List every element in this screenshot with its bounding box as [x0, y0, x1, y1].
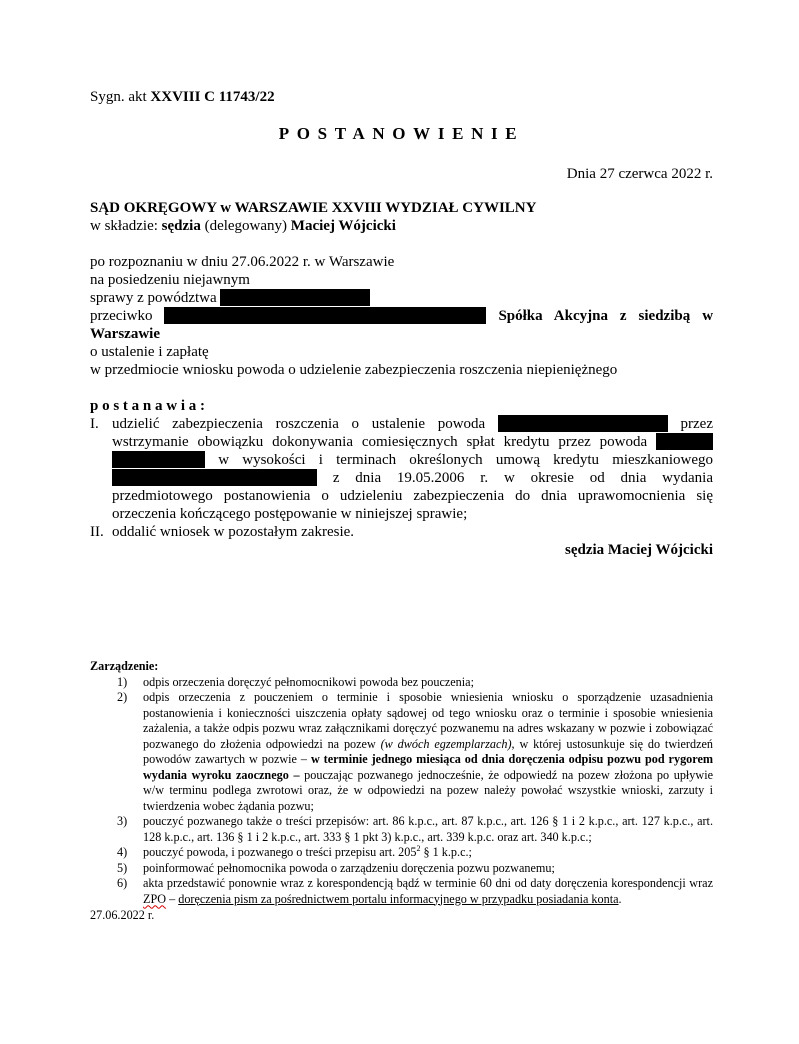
defendant-city: Warszawie	[90, 326, 160, 342]
redaction-bar	[498, 415, 668, 432]
order-item-2-text: pouczając pozwanego jednocześnie, że odpowiedź na pozew złożona po upływie w/w terminu podlega zwrotowi oraz, że w odpowiedzi na pozew należy powołać wszystkie wnioski, zarzuty i twierdzenia wobec żądania pozwu;	[143, 767, 713, 813]
redaction-bar	[164, 307, 486, 324]
order-item-4-text: pouczyć powoda, i pozwanego o treści przepisu art. 205	[143, 845, 417, 859]
hearing-line-1: po rozpoznaniu w dniu 27.06.2022 r. w Warszawie	[90, 254, 395, 270]
subject-line-2: w przedmiocie wniosku powoda o udzielenie zabezpieczenia roszczenia niepieniężnego	[90, 362, 618, 378]
order-date: 27.06.2022 r.	[90, 908, 155, 922]
decision-text: w wysokości i terminach określonych umową kredytu mieszkaniowego	[218, 452, 713, 468]
panel-middle: (delegowany)	[200, 218, 291, 234]
decision-text: wstrzymanie obowiązku dokonywania comiesięcznych spłat kredytu przez powoda	[112, 434, 648, 450]
order-item-1	[90, 675, 713, 691]
redaction-bar	[112, 469, 317, 486]
order-item-3-number: 3)	[117, 814, 128, 828]
order-item-6-dash: –	[166, 891, 179, 906]
decision-line	[112, 487, 713, 505]
order-item-2-bold: w terminie jednego miesiąca od dnia doręczenia odpisu pozwu pod rygorem wydania wyroku zaocznego –	[143, 752, 714, 782]
order-item-4	[90, 845, 713, 861]
decision-line	[112, 469, 713, 487]
document-title: POSTANOWIENIE	[278, 124, 525, 143]
order-item-4-text: § 1 k.p.c.;	[420, 845, 472, 859]
spacer	[90, 235, 713, 253]
redaction-bar	[112, 451, 205, 468]
redaction-bar	[220, 289, 370, 306]
order-item-6-zpo: ZPO	[143, 891, 167, 906]
order-item-6-text: akta przedstawić ponownie wraz z korespondencją bądź w terminie 60 dni od daty doręczenia korespondencji wraz	[143, 876, 713, 890]
decision-text: przez	[680, 416, 713, 432]
decides-heading: postanawia:	[90, 398, 209, 414]
order-item-2-text: odpis orzeczenia z pouczeniem o terminie i sposobie wniesienia wniosku o sporządzenie uzasadnienia postanowienia i konieczności uiszczenia opłaty sądowej od tego wniosku oraz o terminie i sposobie wniesienia zażalenia, a także odpis pozwu wraz załącznikami doręczyć pozwanemu na adres wskazany w pozwie i zobowiązać pozwanego do złożenia odpowiedzi na pozew	[143, 690, 713, 751]
decision-item-1	[90, 415, 713, 523]
decision-item-2	[90, 523, 713, 541]
order-item-2	[90, 690, 713, 814]
plaintiff-line	[90, 289, 713, 307]
case-number-label: Sygn. akt	[90, 89, 151, 105]
order-item-3	[90, 814, 713, 845]
subject-line-1: o ustalenie i zapłatę	[90, 344, 209, 360]
judge-signature: sędzia Maciej Wójcicki	[564, 542, 713, 558]
order-heading: Zarządzenie:	[90, 659, 159, 673]
order-item-1-number: 1)	[117, 674, 128, 689]
order-item-3-text: pouczyć pozwanego także o treści przepisów: art. 86 k.p.c., art. 87 k.p.c., art. 126 § 1 i 2 k.p.c., art. 127 k.p.c., art. 128 k.p.c., art. 136 § 1 i 2 k.p.c., art. 333 § 1 pkt 3) k.p.c., art. 339 k.p.c. oraz art. 340 k.p.c.;	[143, 814, 713, 844]
order-item-2-text: , w której ustosunkuje się do twierdzeń powodów zawartych w pozwie –	[143, 736, 713, 766]
order-item-6-period: .	[618, 891, 622, 906]
decision-text: udzielić zabezpieczenia roszczenia o ustalenie powoda	[112, 416, 486, 432]
decision-text: przedmiotowego postanowienia o udzieleniu zabezpieczenia do dnia uprawomocnienia się	[112, 488, 713, 504]
defendant-prefix: przeciwko	[90, 308, 153, 324]
order-item-5-number: 5)	[117, 860, 128, 875]
order-item-2-italic: (w dwóch egzemplarzach)	[380, 736, 512, 751]
decision-line	[112, 415, 713, 433]
decision-text: z dnia 19.05.2006 r. w okresie od dnia wydania	[332, 470, 713, 486]
defendant-line	[90, 307, 713, 325]
defendant-name-tail: Spółka Akcyjna z siedzibą w	[498, 308, 714, 324]
decision-item-1-number: I.	[90, 416, 99, 432]
order-item-6-number: 6)	[117, 876, 128, 890]
judge-name: Maciej Wójcicki	[290, 218, 396, 234]
decision-line	[112, 451, 713, 469]
redaction-bar	[656, 433, 713, 450]
order-item-4-superscript: 2	[416, 843, 421, 853]
order-section	[90, 659, 713, 924]
case-number-line	[90, 88, 713, 106]
order-item-6	[90, 876, 713, 907]
order-item-4-number: 4)	[117, 845, 128, 859]
panel-role: sędzia	[161, 218, 201, 234]
case-number: XXVIII C 11743/22	[150, 89, 275, 105]
order-item-5	[90, 861, 713, 877]
court-name: SĄD OKRĘGOWY w WARSZAWIE XXVIII WYDZIAŁ CYWILNY	[90, 200, 537, 216]
decision-item-2-number: II.	[90, 524, 104, 540]
decision-line: orzeczenia kończącego postępowanie w niniejszej sprawie;	[112, 506, 468, 522]
decision-text: oddalić wniosek w pozostałym zakresie.	[112, 524, 355, 540]
order-item-6-underlined: doręczenia pism za pośrednictwem portalu informacyjnego w przypadku posiadania konta	[178, 891, 619, 906]
panel-prefix: w składzie:	[90, 218, 162, 234]
panel-line	[90, 217, 713, 235]
hearing-line-2: na posiedzeniu niejawnym	[90, 272, 250, 288]
order-item-2-number: 2)	[117, 690, 128, 704]
decision-line	[112, 433, 713, 451]
document-date: Dnia 27 czerwca 2022 r.	[566, 166, 713, 182]
order-item-5-text: poinformować pełnomocnika powoda o zarządzeniu doręczenia pozwu pozwanemu;	[143, 860, 555, 875]
plaintiff-prefix: sprawy z powództwa	[90, 290, 221, 306]
order-item-1-text: odpis orzeczenia doręczyć pełnomocnikowi powoda bez pouczenia;	[143, 674, 474, 689]
